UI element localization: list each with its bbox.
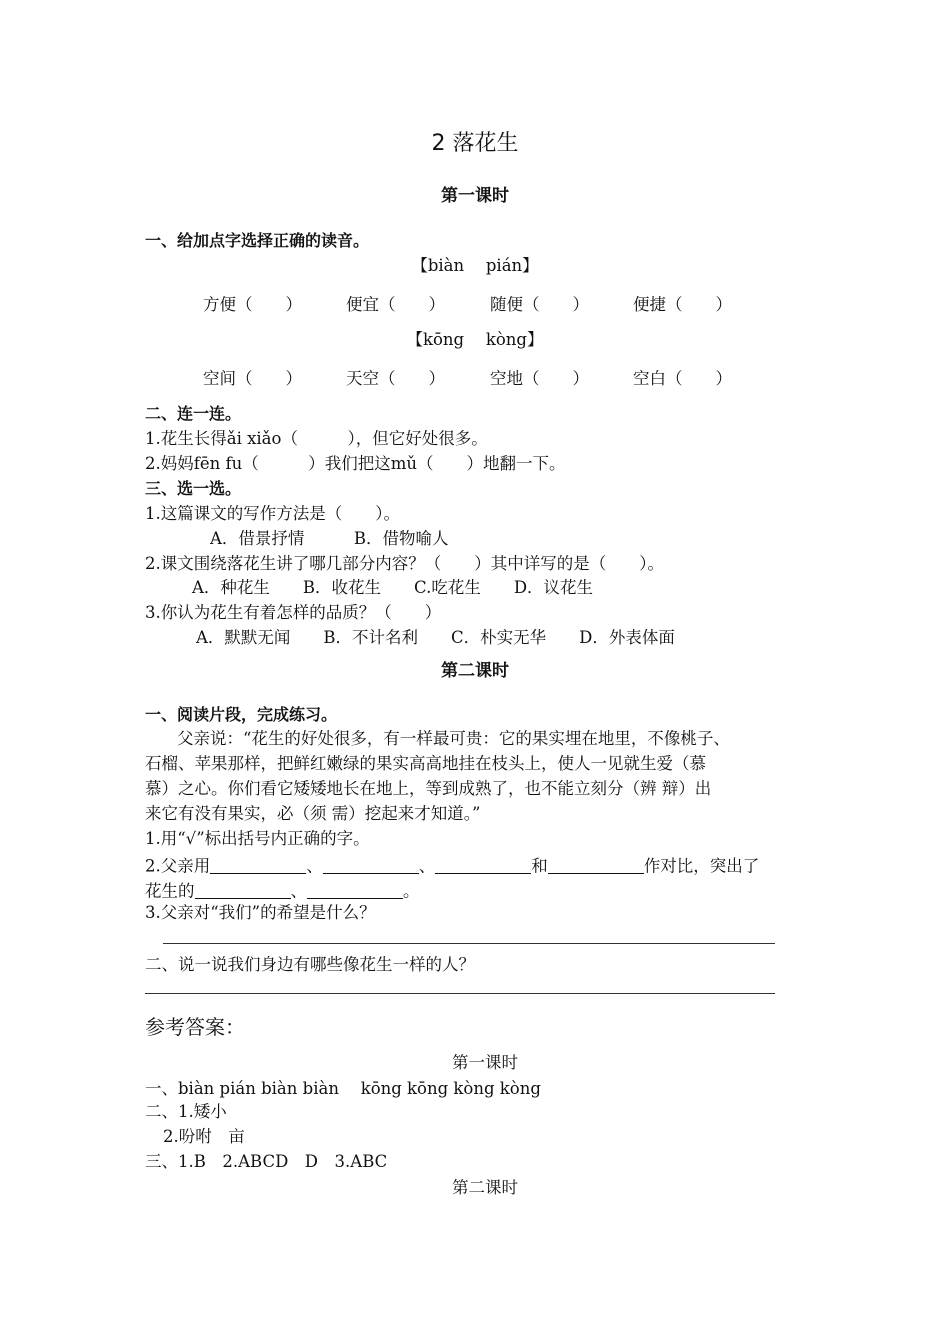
l1-q1-item: 天空（ ）: [346, 369, 445, 388]
l1-q3-item3: 3.你认为花生有着怎样的品质？（ ）: [145, 603, 442, 622]
answer-blank[interactable]: [195, 881, 291, 899]
l2-passage-line: 来它有没有果实，必（须 需）挖起来才知道。”: [145, 804, 481, 823]
l1-q2-line1: 1.花生长得ǎi xiǎo（ ），但它好处很多。: [145, 429, 488, 448]
l1-q1-item: 空间（ ）: [203, 369, 302, 388]
answers-heading: 参考答案：: [145, 1015, 245, 1039]
l2-item2-end: 。: [403, 881, 420, 901]
l1-q1-item: 便捷（ ）: [633, 295, 732, 314]
answers-line: 三、1.B 2.ABCD D 3.ABC: [145, 1152, 388, 1171]
l2-passage-line: 慕）之心。你们看它矮矮地长在地上，等到成熟了，也不能立刻分（辨 辩）出: [145, 779, 712, 798]
l2-item2-text: 2.父亲用: [145, 856, 211, 876]
l2-item2-separator: 、: [418, 856, 436, 876]
l2-item1: 1.用“√”标出括号内正确的字。: [145, 829, 370, 848]
l1-q1-item: 空地（ ）: [490, 369, 589, 388]
l2-item2-text: 作对比，突出了: [643, 856, 760, 876]
l1-q3-item2: 2.课文围绕落花生讲了哪几部分内容？（ ）其中详写的是（ ）。: [145, 554, 664, 573]
l2-item2-separator: 、: [306, 856, 323, 876]
answers-lesson1-heading: 第一课时: [452, 1053, 518, 1072]
l2-item2-and: 和: [531, 856, 548, 876]
l2-item3: 3.父亲对“我们”的希望是什么？: [145, 903, 376, 922]
l2-item2-text: 花生的: [145, 881, 195, 901]
l1-q1-item: 便宜（ ）: [346, 295, 445, 314]
l1-q3-prompt: 三、选一选。: [145, 479, 242, 498]
answers-line: 二、1.矮小: [145, 1102, 227, 1121]
l2-q1-prompt: 一、阅读片段，完成练习。: [145, 705, 338, 724]
page-title: 2 落花生: [431, 131, 519, 156]
answer-blank[interactable]: [435, 856, 531, 874]
l1-q2-prompt: 二、连一连。: [145, 404, 242, 423]
lesson1-heading: 第一课时: [441, 186, 509, 206]
l2-q2-prompt: 二、说一说我们身边有哪些像花生一样的人？: [145, 955, 475, 974]
l1-q3-item1: 1.这篇课文的写作方法是（ ）。: [145, 504, 400, 523]
answer-blank[interactable]: [210, 856, 306, 874]
l1-q1-item: 随便（ ）: [490, 295, 589, 314]
l1-q1-group2-options: 【kōng kòng】: [406, 330, 544, 349]
l2-item2-line1: [145, 856, 759, 875]
l1-q3-item2-options: A．种花生 B．收花生 C.吃花生 D．议花生: [192, 578, 594, 597]
answer-line[interactable]: [163, 943, 775, 944]
answers-lesson2-heading: 第二课时: [452, 1178, 518, 1197]
l1-q2-line2: 2.妈妈fēn fu（ ）我们把这mǔ（ ）地翻一下。: [145, 454, 566, 473]
l1-q3-item1-options: A．借景抒情 B．借物喻人: [210, 529, 449, 548]
l2-item2-separator: 、: [290, 881, 307, 901]
l1-q1-group1-options: 【biàn pián】: [411, 256, 539, 275]
l1-q1-item: 方便（ ）: [203, 295, 302, 314]
answer-blank[interactable]: [323, 856, 419, 874]
answer-blank[interactable]: [548, 856, 644, 874]
answer-line[interactable]: [145, 993, 775, 994]
lesson2-heading: 第二课时: [441, 661, 509, 681]
answers-line: 2.吩咐 亩: [163, 1127, 245, 1146]
l1-q1-prompt: 一、给加点字选择正确的读音。: [145, 231, 370, 250]
l2-item2-line2: [145, 881, 420, 900]
l1-q1-item: 空白（ ）: [633, 369, 732, 388]
l2-passage-line: 石榴、苹果那样，把鲜红嫩绿的果实高高地挂在枝头上，使人一见就生爱（慕: [145, 754, 706, 773]
answer-blank[interactable]: [307, 881, 403, 899]
answers-line: 一、biàn pián biàn biàn kōng kōng kòng kòng: [145, 1079, 541, 1098]
l1-q3-item3-options: A．默默无闻 B．不计名利 C．朴实无华 D．外表体面: [196, 628, 675, 647]
l2-passage-line: 父亲说：“花生的好处很多，有一样最可贵：它的果实埋在地里，不像桃子、: [177, 729, 730, 748]
